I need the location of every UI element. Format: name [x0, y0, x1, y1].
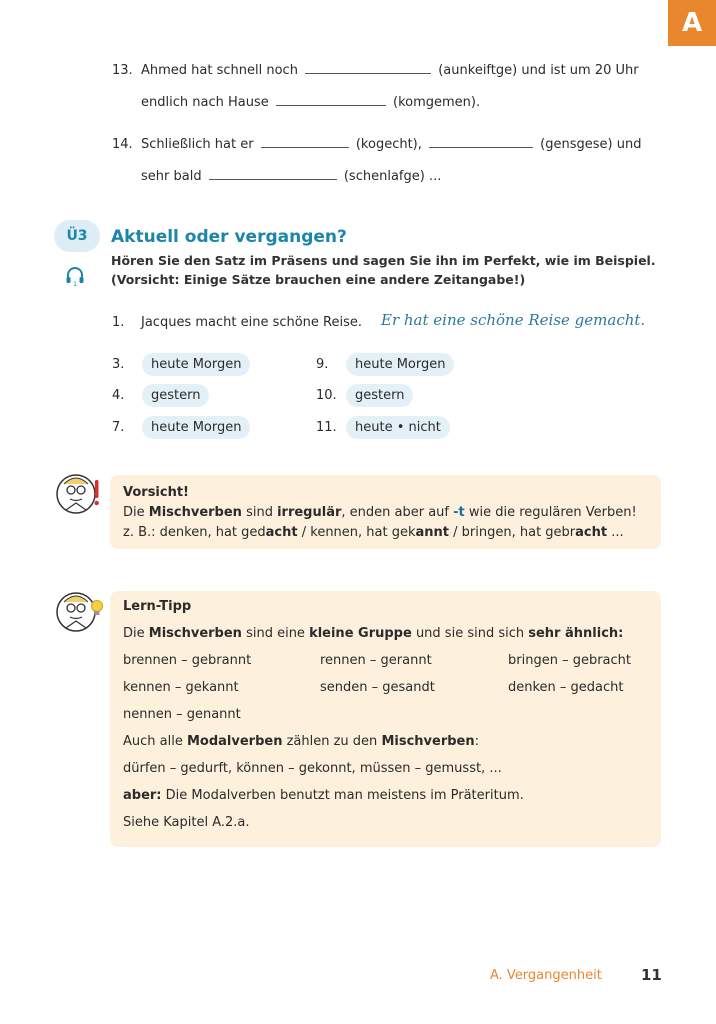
exercise-item: 10. gestern [316, 384, 413, 407]
fill-blank[interactable] [276, 94, 386, 106]
tip-modal-examples: dürfen – gedurft, können – gekonnt, müssen – gemusst, ... [123, 761, 502, 776]
fill-blank[interactable] [305, 62, 431, 74]
time-hint-pill: heute • nicht [346, 416, 450, 439]
verb-pair: denken – gedacht [508, 680, 624, 695]
time-hint-pill: heute Morgen [346, 353, 454, 376]
fill-blank[interactable] [261, 136, 349, 148]
line-number: 13. [112, 63, 133, 78]
exercise-item: 3. heute Morgen [112, 353, 250, 376]
learning-tip-box [110, 591, 661, 847]
teacher-warning-icon [56, 470, 104, 516]
exercise-instruction: Hören Sie den Satz im Präsens und sagen Sie ihn im Perfekt, wie im Beispiel. (Vorsicht: Einige Sätze brauchen eine andere Zeitangabe!) [111, 253, 656, 287]
time-hint-pill: gestern [142, 384, 209, 407]
verb-pair: senden – gesandt [320, 680, 435, 695]
chapter-tab: A [668, 0, 716, 46]
exercise-title: Aktuell oder vergangen? [111, 227, 347, 247]
exercise-item: 9. heute Morgen [316, 353, 454, 376]
time-hint-pill: gestern [346, 384, 413, 407]
fill-blank[interactable] [429, 136, 533, 148]
time-hint-pill: heute Morgen [142, 353, 250, 376]
footer-chapter-title: A. Vergangenheit [490, 968, 602, 983]
verb-pair: rennen – gerannt [320, 653, 432, 668]
tip-title: Lern-Tipp [123, 599, 192, 614]
exercise-item: 4. gestern [112, 384, 209, 407]
tip-modal-line: Auch alle Modalverben zählen zu den Mischverben: [123, 734, 479, 749]
exercise-item: 7. heute Morgen [112, 416, 250, 439]
caution-title: Vorsicht! [123, 485, 189, 500]
verb-pair: nennen – genannt [123, 707, 241, 722]
tip-aber-line: aber: Die Modalverben benutzt man meistens im Präteritum. [123, 788, 524, 803]
caution-line-1: Die Mischverben sind irregulär, enden aber auf -t wie die regulären Verben! [123, 505, 637, 520]
exercise-line-13: 13. Ahmed hat schnell noch (aunkeiftge) und ist um 20 Uhr [112, 63, 639, 78]
tip-see-chapter: Siehe Kapitel A.2.a. [123, 815, 250, 830]
svg-text:1: 1 [73, 281, 77, 287]
caution-box [110, 475, 661, 549]
caution-line-2: z. B.: denken, hat gedacht / kennen, hat gekannt / bringen, hat gebracht ... [123, 525, 624, 540]
exercise-line-14: 14. Schließlich hat er (kogecht), (gensgese) und [112, 137, 642, 152]
exercise-line-14-cont: sehr bald (schenlafge) ... [141, 169, 442, 184]
page-number: 11 [641, 966, 662, 984]
teacher-lightbulb-icon [56, 588, 104, 634]
exercise-line-13-cont: endlich nach Hause (komgemen). [141, 95, 481, 110]
line-number: 14. [112, 137, 133, 152]
verb-pair: kennen – gekannt [123, 680, 239, 695]
example-answer: Er hat eine schöne Reise gemacht. [381, 311, 646, 329]
example-sentence: 1. Jacques macht eine schöne Reise. [112, 315, 363, 330]
verb-pair: brennen – gebrannt [123, 653, 252, 668]
fill-blank[interactable] [209, 168, 337, 180]
exercise-item: 11. heute • nicht [316, 416, 450, 439]
tip-intro: Die Mischverben sind eine kleine Gruppe und sie sind sich sehr ähnlich: [123, 626, 624, 641]
exercise-badge: Ü3 [54, 220, 100, 252]
time-hint-pill: heute Morgen [142, 416, 250, 439]
headphones-icon[interactable] [65, 265, 85, 287]
verb-pair: bringen – gebracht [508, 653, 631, 668]
